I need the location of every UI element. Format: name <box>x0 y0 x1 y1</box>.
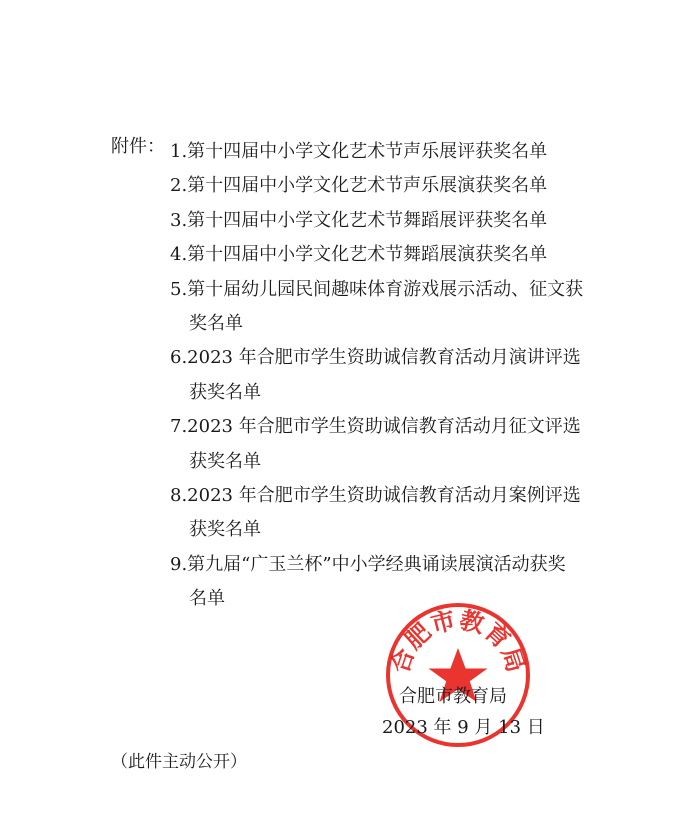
attachment-item-continuation: 获奖名单 <box>189 450 261 472</box>
issue-date: 2023 年 9 月 13 日 <box>382 717 545 738</box>
attachment-item-text: 9.第九届“广玉兰杯”中小学经典诵读展演活动获奖 <box>170 553 566 575</box>
attachment-item-continuation: 获奖名单 <box>189 519 261 541</box>
attachment-item-4 <box>170 238 600 272</box>
attachment-item-text: 1.第十四届中小学文化艺术节声乐展评获奖名单 <box>170 141 548 162</box>
attachment-item-continuation: 获奖名单 <box>189 381 261 403</box>
disclosure-note: （此件主动公开） <box>111 752 247 772</box>
attachment-item-continuation: 奖名单 <box>189 313 243 335</box>
attachment-item-text: 6.2023 年合肥市学生资助诚信教育活动月演讲评选 <box>170 347 581 369</box>
attachment-list <box>170 135 600 617</box>
attachment-item-text: 2.第十四届中小学文化艺术节声乐展演获奖名单 <box>170 175 548 197</box>
attachment-item-text: 5.第十届幼儿园民间趣味体育游戏展示活动、征文获 <box>170 278 584 300</box>
attachment-item-8 <box>170 479 600 548</box>
seal-text: 合肥市教育局 <box>385 605 531 677</box>
attachment-item-text: 3.第十四届中小学文化艺术节舞蹈展评获奖名单 <box>170 209 548 231</box>
attachments-label: 附件： <box>111 136 165 157</box>
attachment-item-3 <box>170 204 600 238</box>
attachment-item-6 <box>170 341 600 410</box>
attachment-item-2 <box>170 169 600 203</box>
attachment-item-7 <box>170 410 600 479</box>
attachment-item-text: 4.第十四届中小学文化艺术节舞蹈展演获奖名单 <box>170 244 548 266</box>
attachment-item-5 <box>170 273 600 342</box>
attachment-item-text: 7.2023 年合肥市学生资助诚信教育活动月征文评选 <box>170 416 581 438</box>
attachment-item-text: 8.2023 年合肥市学生资助诚信教育活动月案例评选 <box>170 485 581 507</box>
issuing-authority: 合肥市教育局 <box>399 686 507 707</box>
attachment-item-continuation: 名单 <box>189 588 225 610</box>
attachment-item-1 <box>170 135 600 169</box>
